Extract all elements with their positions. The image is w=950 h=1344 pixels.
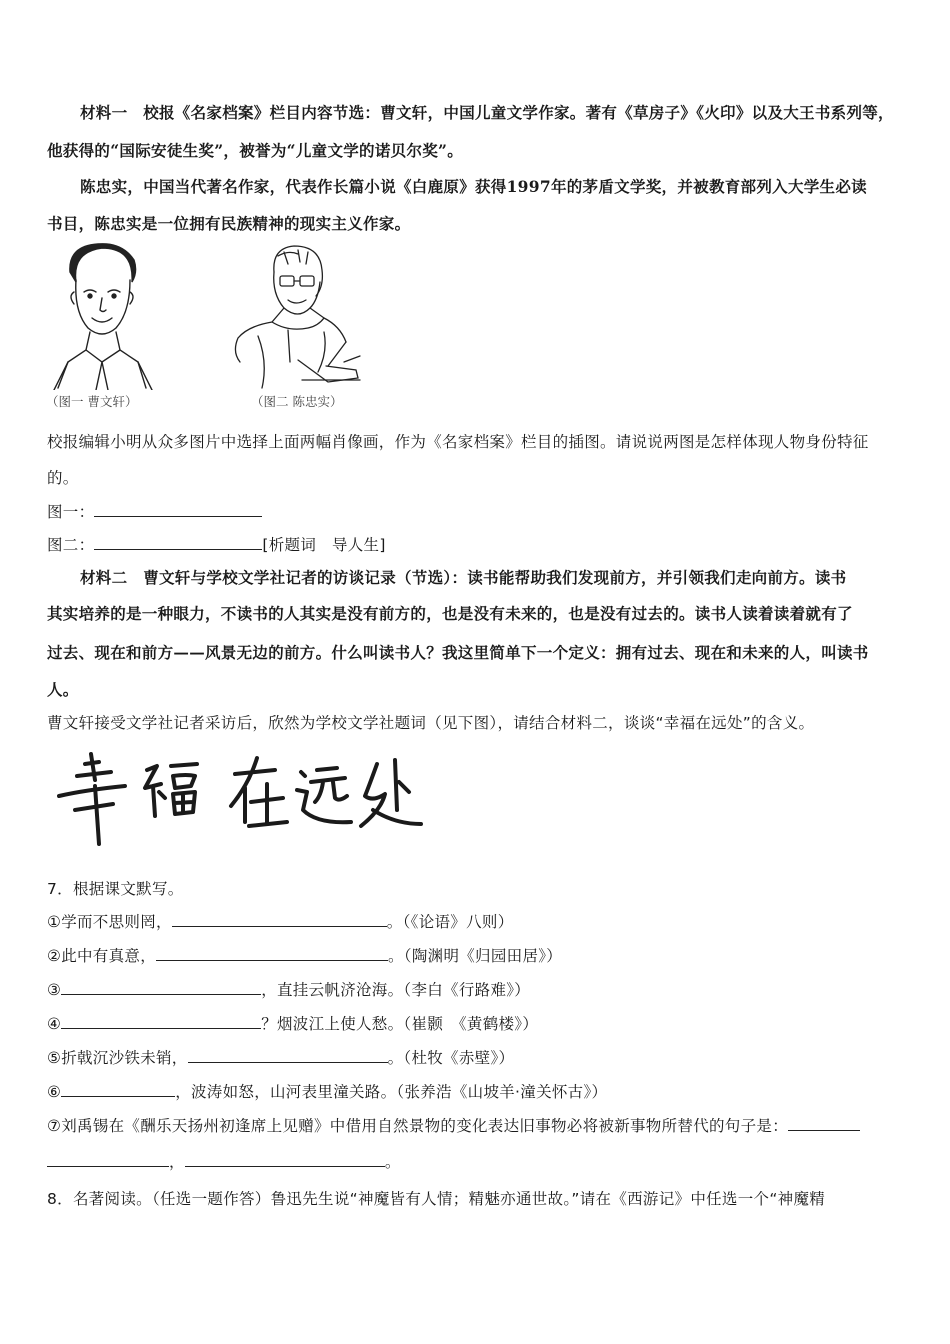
q7-item-7-blank-2[interactable] — [47, 1152, 169, 1167]
portrait-cao-wenxuan — [48, 242, 156, 390]
q7-item-2-blank[interactable] — [156, 946, 388, 961]
q7-item-2-pre: ②此中有真意， — [47, 947, 156, 965]
q7-item-6-post: ，波涛如怒，山河表里潼关路。（张养浩《山坡羊·潼关怀古》） — [175, 1083, 608, 1101]
q7-item-7-mid: ， — [169, 1153, 185, 1171]
q7-item-3-pre: ③ — [47, 981, 62, 999]
q7-item-5-pre: ⑤折戟沉沙铁未销， — [47, 1049, 188, 1067]
q7-item-1-pre: ①学而不思则罔， — [47, 913, 172, 931]
q8-text: 8．名著阅读。（任选一题作答）鲁迅先生说“神魔皆有人情；精魅亦通世故。”请在《西游记》中任选一个“神魔精 — [47, 1190, 826, 1208]
material2-line3: 过去、现在和前方——风景无边的前方。什么叫读书人？我这里简单下一个定义：拥有过去、现在和未来的人，叫读书 — [47, 643, 869, 662]
q7-item-7 — [47, 1114, 860, 1136]
q7-item-4 — [47, 1012, 538, 1034]
answer-figure-2-row — [47, 533, 386, 555]
q7-item-3 — [47, 978, 530, 1000]
calligraphy-inscription — [55, 740, 425, 850]
inscription-question: 曹文轩接受文学社记者采访后，欣然为学校文学社题词（见下图），请结合材料二，谈谈“幸福在远处”的含义。 — [47, 714, 815, 732]
answer-figure-1-blank[interactable] — [94, 502, 262, 517]
q7-title: 7．根据课文默写。 — [47, 880, 184, 898]
portrait-question-line1: 校报编辑小明从众多图片中选择上面两幅肖像画，作为《名家档案》栏目的插图。请说说两图是怎样体现人物身份特征 — [47, 433, 869, 451]
q7-item-5 — [47, 1046, 514, 1068]
material1-line1: 材料一 校报《名家档案》栏目内容节选：曹文轩，中国儿童文学作家。著有《草房子》《火印》以及大王书系列等， — [80, 103, 894, 122]
q7-item-6-pre: ⑥ — [47, 1083, 62, 1101]
q7-item-3-blank[interactable] — [61, 980, 261, 995]
material1-line3: 陈忠实，中国当代著名作家，代表作长篇小说《白鹿原》获得1997年的茅盾文学奖，并被教育部列入大学生必读 — [80, 177, 867, 196]
q7-item-6 — [47, 1080, 607, 1102]
material1-line4: 书目，陈忠实是一位拥有民族精神的现实主义作家。 — [47, 214, 411, 233]
caption-figure-2: （图二 陈忠实） — [251, 394, 343, 409]
q7-item-1-blank[interactable] — [172, 912, 387, 927]
answer-figure-2-suffix: [析题词 导人生] — [262, 536, 386, 554]
material2-line4: 人。 — [47, 680, 79, 699]
answer-figure-2-blank[interactable] — [94, 535, 262, 550]
portrait-question-line2: 的。 — [47, 469, 79, 487]
answer-figure-2-label: 图二： — [47, 536, 95, 554]
answer-figure-1-label: 图一： — [47, 503, 95, 521]
q7-item-7-text: ⑦刘禹锡在《酬乐天扬州初逢席上见赠》中借用自然景物的变化表达旧事物必将被新事物所替代的句子是： — [47, 1117, 788, 1135]
answer-figure-1-row — [47, 500, 262, 522]
q7-item-4-post: ？烟波江上使人愁。（崔颢 《黄鹤楼》） — [261, 1015, 539, 1033]
q7-item-5-blank[interactable] — [188, 1048, 388, 1063]
q7-item-3-post: ，直挂云帆济沧海。（李白《行路难》） — [261, 981, 531, 999]
material1-line2: 他获得的“国际安徒生奖”，被誉为“儿童文学的诺贝尔奖”。 — [47, 141, 464, 160]
q7-item-5-post: 。（杜牧《赤壁》） — [387, 1049, 515, 1067]
portrait-chen-zhongshi — [228, 242, 368, 392]
q7-item-1-post: 。（《论语》八则） — [386, 913, 514, 931]
material2-line1: 材料二 曹文轩与学校文学社记者的访谈记录（节选）：读书能帮助我们发现前方，并引领我们走向前方。读书 — [80, 568, 847, 587]
q7-item-4-blank[interactable] — [61, 1014, 261, 1029]
q7-item-6-blank[interactable] — [61, 1082, 175, 1097]
material2-line2: 其实培养的是一种眼力，不读书的人其实是没有前方的，也是没有未来的，也是没有过去的。读书人读着读着就有了 — [47, 604, 853, 623]
q7-item-7-end: 。 — [384, 1153, 401, 1171]
q7-item-7-cont — [47, 1150, 401, 1172]
q7-item-7-blank-3[interactable] — [185, 1152, 385, 1167]
caption-figure-1: （图一 曹文轩） — [46, 394, 138, 409]
q7-item-4-pre: ④ — [47, 1015, 62, 1033]
q7-item-7-blank-1[interactable] — [788, 1116, 860, 1131]
q7-item-1 — [47, 910, 514, 932]
q7-item-2-post: 。（陶渊明《归园田居》） — [388, 947, 563, 965]
q7-item-2 — [47, 944, 562, 966]
